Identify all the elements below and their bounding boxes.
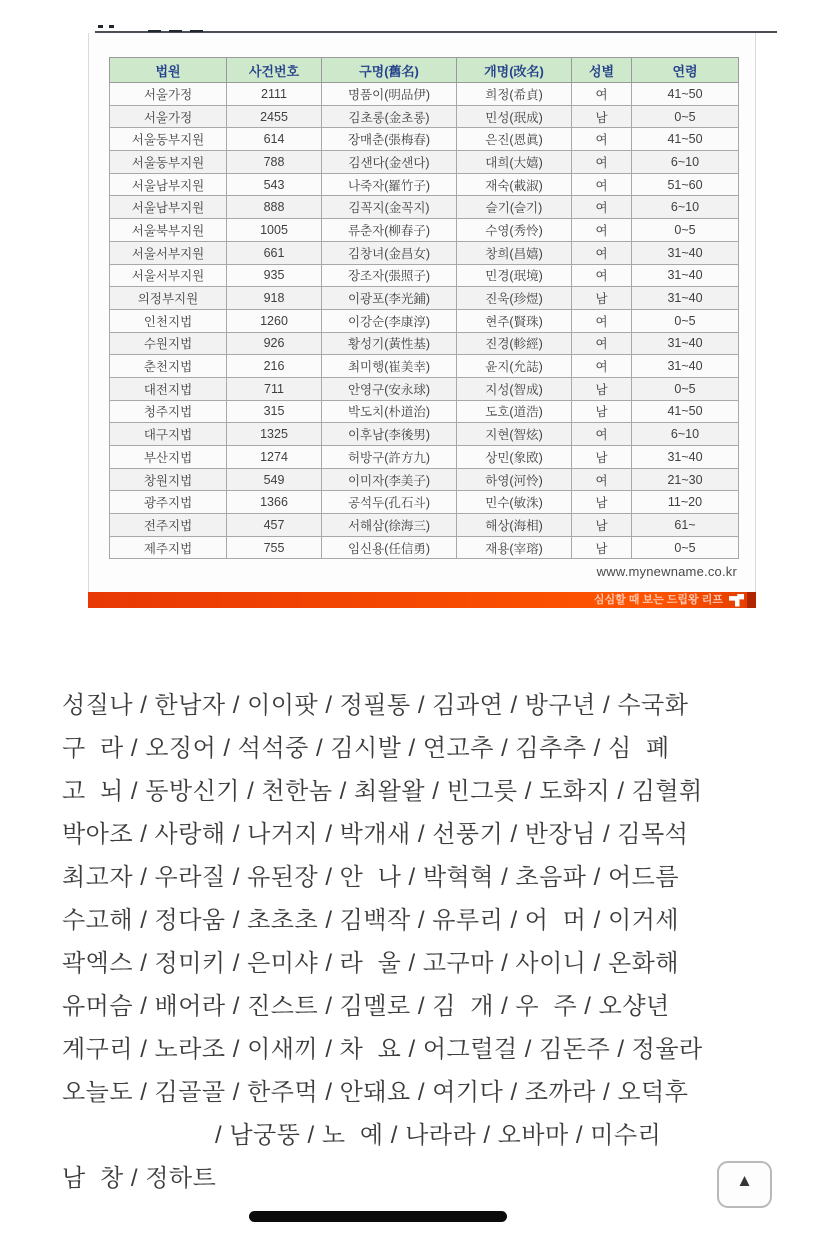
name-list-line: / 남궁뚱 / 노 예 / 나라라 / 오바마 / 미수리 <box>215 1122 662 1149</box>
table-cell: 현주(賢珠) <box>457 309 572 332</box>
name-list-line: 곽엑스 / 정미키 / 은미샤 / 라 울 / 고구마 / 사이니 / 온화해 <box>62 950 680 977</box>
table-cell: 이미자(李美子) <box>322 468 457 491</box>
table-cell: 935 <box>227 264 322 287</box>
table-cell: 장매춘(張梅春) <box>322 128 457 151</box>
table-cell: 서울서부지원 <box>110 241 227 264</box>
table-cell: 1005 <box>227 219 322 242</box>
table-cell: 남 <box>572 105 632 128</box>
table-row <box>110 151 739 174</box>
table-cell: 여 <box>572 309 632 332</box>
table-cell: 김창녀(金昌女) <box>322 241 457 264</box>
table-cell: 남 <box>572 536 632 559</box>
table-cell: 청주지법 <box>110 400 227 423</box>
table-cell: 도호(道浩) <box>457 400 572 423</box>
table-cell: 해상(海相) <box>457 514 572 537</box>
name-list-line: 박아조 / 사랑해 / 나거지 / 박개새 / 선풍기 / 반장님 / 김목석 <box>62 821 689 848</box>
table-cell: 6~10 <box>632 151 739 174</box>
table-cell: 김초롱(金초롱) <box>322 105 457 128</box>
table-cell: 6~10 <box>632 196 739 219</box>
column-header: 구명(舊名) <box>322 58 457 83</box>
table-cell: 여 <box>572 355 632 378</box>
table-cell: 희정(希貞) <box>457 83 572 106</box>
name-list-line: 오늘도 / 김골골 / 한주먹 / 안돼요 / 여기다 / 조까라 / 오덕후 <box>62 1079 689 1106</box>
table-cell: 하영(河怜) <box>457 468 572 491</box>
table-row <box>110 241 739 264</box>
table-cell: 전주지법 <box>110 514 227 537</box>
table-cell: 최미행(崔美幸) <box>322 355 457 378</box>
table-cell: 1260 <box>227 309 322 332</box>
table-cell: 남 <box>572 491 632 514</box>
table-cell: 서울서부지원 <box>110 264 227 287</box>
table-cell: 여 <box>572 128 632 151</box>
table-cell: 황성기(黃性基) <box>322 332 457 355</box>
table-row <box>110 446 739 469</box>
table-row <box>110 536 739 559</box>
promo-banner[interactable] <box>88 592 756 608</box>
table-row <box>110 468 739 491</box>
table-cell: 서울가정 <box>110 105 227 128</box>
name-list-line: 구 라 / 오징어 / 석석중 / 김시발 / 연고추 / 김추추 / 심 폐 <box>62 735 670 762</box>
table-cell: 21~30 <box>632 468 739 491</box>
table-row <box>110 377 739 400</box>
table-cell: 61~ <box>632 514 739 537</box>
name-list-line: 남 창 / 정하트 <box>62 1165 217 1192</box>
table-row <box>110 128 739 151</box>
table-cell: 41~50 <box>632 128 739 151</box>
table-cell: 민경(珉境) <box>457 264 572 287</box>
table-cell: 서울동부지원 <box>110 151 227 174</box>
table-cell: 대전지법 <box>110 377 227 400</box>
table-header-row <box>110 58 739 83</box>
table-cell: 31~40 <box>632 264 739 287</box>
name-change-table-panel <box>88 33 756 592</box>
table-cell: 윤지(允誌) <box>457 355 572 378</box>
table-cell: 여 <box>572 173 632 196</box>
table-cell: 은진(恩眞) <box>457 128 572 151</box>
promo-banner-label: 심심할 때 보는 드립왕 리프 <box>593 594 723 606</box>
table-cell: 여 <box>572 468 632 491</box>
table-cell: 41~50 <box>632 400 739 423</box>
table-cell: 남 <box>572 514 632 537</box>
table-cell: 315 <box>227 400 322 423</box>
cropped-title-fragment <box>98 24 211 32</box>
table-cell: 2455 <box>227 105 322 128</box>
table-cell: 남 <box>572 446 632 469</box>
column-header: 개명(改名) <box>457 58 572 83</box>
table-cell: 박도치(朴道治) <box>322 400 457 423</box>
table-row <box>110 514 739 537</box>
table-cell: 공석두(孔石斗) <box>322 491 457 514</box>
table-cell: 1274 <box>227 446 322 469</box>
table-cell: 이광포(李光鋪) <box>322 287 457 310</box>
column-header: 법원 <box>110 58 227 83</box>
table-row <box>110 105 739 128</box>
table-cell: 남 <box>572 400 632 423</box>
table-cell: 31~40 <box>632 241 739 264</box>
banner-end-cap <box>747 592 756 608</box>
table-cell: 543 <box>227 173 322 196</box>
table-cell: 여 <box>572 83 632 106</box>
table-cell: 창원지법 <box>110 468 227 491</box>
table-cell: 재숙(載淑) <box>457 173 572 196</box>
column-header: 사건번호 <box>227 58 322 83</box>
table-cell: 0~5 <box>632 309 739 332</box>
table-cell: 임신용(任信勇) <box>322 536 457 559</box>
table-cell: 서해삼(徐海三) <box>322 514 457 537</box>
table-cell: 진경(軫經) <box>457 332 572 355</box>
name-list-line: 최고자 / 우라질 / 유된장 / 안 나 / 박혁혁 / 초음파 / 어드름 <box>62 864 680 891</box>
table-cell: 서울남부지원 <box>110 173 227 196</box>
table-cell: 1325 <box>227 423 322 446</box>
name-list-line: 수고해 / 정다움 / 초초초 / 김백작 / 유루리 / 어 머 / 이거세 <box>62 907 680 934</box>
table-cell: 광주지법 <box>110 491 227 514</box>
table-cell: 지현(智炫) <box>457 423 572 446</box>
table-cell: 216 <box>227 355 322 378</box>
table-cell: 서울남부지원 <box>110 196 227 219</box>
table-cell: 918 <box>227 287 322 310</box>
table-cell: 31~40 <box>632 287 739 310</box>
table-cell: 0~5 <box>632 105 739 128</box>
table-cell: 0~5 <box>632 377 739 400</box>
table-cell: 6~10 <box>632 423 739 446</box>
table-cell: 549 <box>227 468 322 491</box>
table-cell: 부산지법 <box>110 446 227 469</box>
table-cell: 11~20 <box>632 491 739 514</box>
table-cell: 51~60 <box>632 173 739 196</box>
table-cell: 민수(敏洙) <box>457 491 572 514</box>
table-cell: 31~40 <box>632 332 739 355</box>
table-cell: 0~5 <box>632 536 739 559</box>
table-row <box>110 287 739 310</box>
table-body <box>110 83 739 559</box>
table-cell: 서울북부지원 <box>110 219 227 242</box>
table-cell: 서울가정 <box>110 83 227 106</box>
table-cell: 허방구(許方九) <box>322 446 457 469</box>
table-cell: 제주지법 <box>110 536 227 559</box>
name-list-line: 유머슴 / 배어라 / 진스트 / 김멜로 / 김 개 / 우 주 / 오샹년 <box>62 993 670 1020</box>
name-list-line: 고 뇌 / 동방신기 / 천한놈 / 최왈왈 / 빈그릇 / 도화지 / 김혈휘 <box>62 778 703 805</box>
table-row <box>110 491 739 514</box>
table-cell: 김샌다(金샌다) <box>322 151 457 174</box>
table-cell: 슬기(슬기) <box>457 196 572 219</box>
table-cell: 나죽자(羅竹子) <box>322 173 457 196</box>
name-list-line: 성질나 / 한남자 / 이이팟 / 정필통 / 김과연 / 방구년 / 수국화 <box>62 692 689 719</box>
table-cell: 대희(大嬉) <box>457 151 572 174</box>
table-cell: 춘천지법 <box>110 355 227 378</box>
table-cell: 여 <box>572 264 632 287</box>
table-cell: 여 <box>572 151 632 174</box>
table-cell: 926 <box>227 332 322 355</box>
table-row <box>110 400 739 423</box>
table-cell: 여 <box>572 241 632 264</box>
table-row <box>110 309 739 332</box>
table-row <box>110 196 739 219</box>
column-header: 연령 <box>632 58 739 83</box>
column-header: 성별 <box>572 58 632 83</box>
table-row <box>110 83 739 106</box>
table-cell: 여 <box>572 219 632 242</box>
table-cell: 재용(宰瑢) <box>457 536 572 559</box>
table-row <box>110 264 739 287</box>
table-cell: 수원지법 <box>110 332 227 355</box>
table-cell: 류춘자(柳春子) <box>322 219 457 242</box>
table-cell: 남 <box>572 287 632 310</box>
table-cell: 의정부지원 <box>110 287 227 310</box>
name-change-table <box>109 57 739 559</box>
table-cell: 안영구(安永球) <box>322 377 457 400</box>
table-cell: 남 <box>572 377 632 400</box>
table-cell: 1366 <box>227 491 322 514</box>
table-row <box>110 332 739 355</box>
table-cell: 2111 <box>227 83 322 106</box>
table-cell: 888 <box>227 196 322 219</box>
website-url: www.mynewname.co.kr <box>596 564 737 579</box>
table-cell: 명품이(明品伊) <box>322 83 457 106</box>
table-cell: 장조자(張照子) <box>322 264 457 287</box>
table-cell: 여 <box>572 423 632 446</box>
table-cell: 창희(昌嬉) <box>457 241 572 264</box>
table-cell: 457 <box>227 514 322 537</box>
funny-name-list <box>62 684 778 1200</box>
up-arrow-icon: ▲ <box>736 1171 753 1190</box>
table-cell: 여 <box>572 332 632 355</box>
table-cell: 711 <box>227 377 322 400</box>
table-cell: 이후남(李後男) <box>322 423 457 446</box>
table-cell: 대구지법 <box>110 423 227 446</box>
table-cell: 여 <box>572 196 632 219</box>
table-cell: 788 <box>227 151 322 174</box>
table-cell: 인천지법 <box>110 309 227 332</box>
table-cell: 0~5 <box>632 219 739 242</box>
table-cell: 상민(象敃) <box>457 446 572 469</box>
table-cell: 614 <box>227 128 322 151</box>
table-cell: 41~50 <box>632 83 739 106</box>
table-cell: 김꼭지(金꼭지) <box>322 196 457 219</box>
table-cell: 진욱(珍煜) <box>457 287 572 310</box>
table-row <box>110 173 739 196</box>
table-cell: 31~40 <box>632 355 739 378</box>
name-list-line: 계구리 / 노라조 / 이새끼 / 차 요 / 어그럴걸 / 김돈주 / 정율라 <box>62 1036 703 1063</box>
table-cell: 수영(秀怜) <box>457 219 572 242</box>
table-cell: 31~40 <box>632 446 739 469</box>
back-to-top-button[interactable] <box>717 1161 772 1208</box>
table-row <box>110 355 739 378</box>
banner-mascot-icon <box>729 594 744 607</box>
table-cell: 서울동부지원 <box>110 128 227 151</box>
table-cell: 이강순(李康淳) <box>322 309 457 332</box>
table-row <box>110 423 739 446</box>
table-row <box>110 219 739 242</box>
table-cell: 민성(珉成) <box>457 105 572 128</box>
table-cell: 661 <box>227 241 322 264</box>
table-cell: 755 <box>227 536 322 559</box>
home-indicator-bar <box>249 1211 507 1222</box>
table-cell: 지성(智成) <box>457 377 572 400</box>
